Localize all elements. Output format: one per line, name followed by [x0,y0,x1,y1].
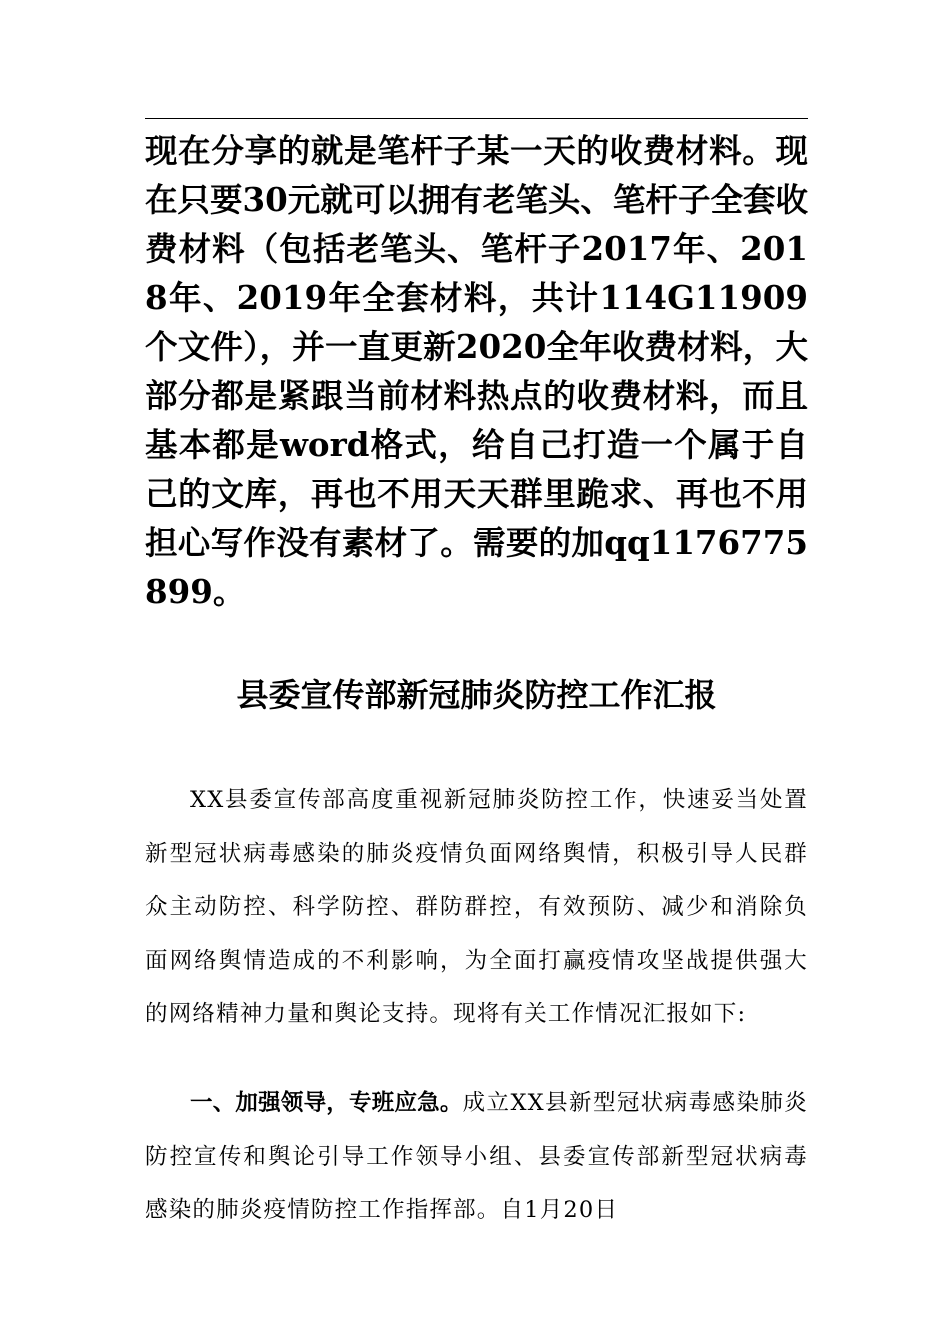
intro-paragraph: XX县委宣传部高度重视新冠肺炎防控工作，快速妥当处置新型冠状病毒感染的肺炎疫情负面网络舆情，积极引导人民群众主动防控、科学防控、群防群控，有效预防、减少和消除负面网络舆情造成的不利影响，为全面打赢疫情攻坚战提供强大的网络精神力量和舆论支持。现将有关工作情况汇报如下: [145,787,808,1027]
promo-paragraph: 现在分享的就是笔杆子某一天的收费材料。现在只要30元就可以拥有老笔头、笔杆子全套收费材料（包括老笔头、笔杆子2017年、2018年、2019年全套材料，共计114G11909个文件），并一直更新2020全年收费材料，大部分都是紧跟当前材料热点的收费材料，而且基本都是word格式，给自己打造一个属于自己的文库，再也不用天天群里跪求、再也不用担心写作没有素材了。需要的加qq1176775899。 [145,131,808,611]
document-title: 县委宣传部新冠肺炎防控工作汇报 [236,676,717,714]
section-1-text: 成立XX县新型冠状病毒感染肺炎防控宣传和舆论引导工作领导小组、县委宣传部新型冠状病毒感染的肺炎疫情防控工作指挥部。自1月20日 [145,1090,808,1223]
section-1-heading: 一、加强领导，专班应急。 [190,1090,463,1116]
section-1-paragraph [145,1077,808,1238]
header-rule [145,118,808,119]
